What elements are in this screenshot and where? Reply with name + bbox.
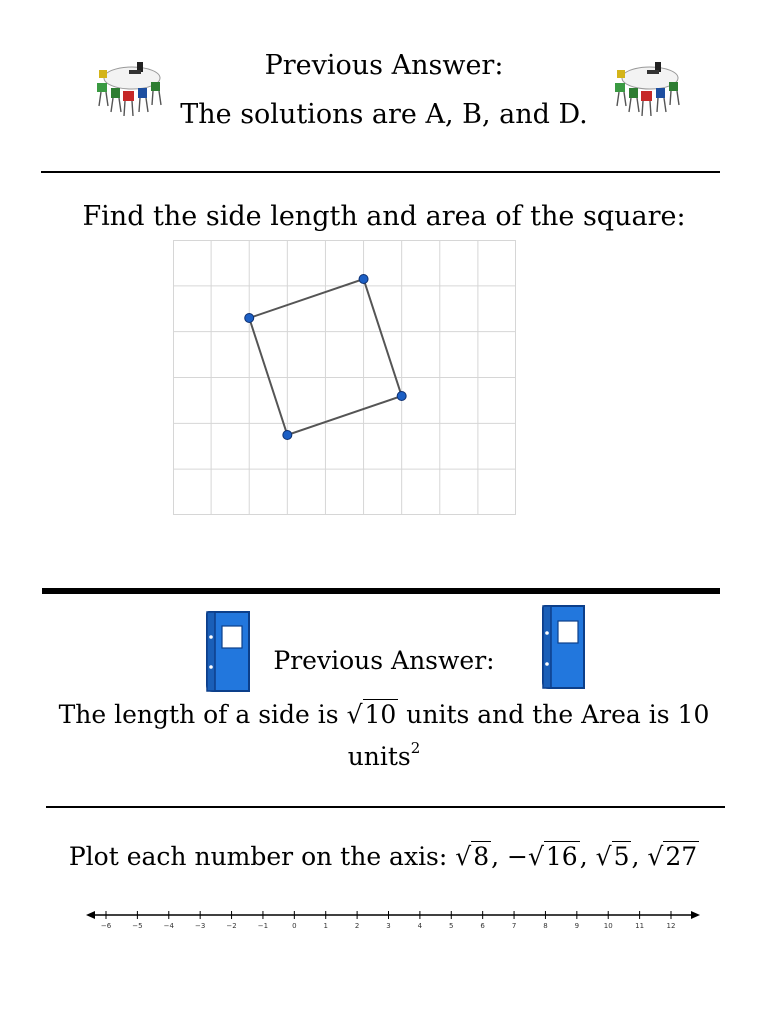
number-line-tick-label: 11 [635, 922, 645, 930]
square-prompt: Find the side length and area of the square: [82, 201, 686, 232]
plot-prompt-text: Plot each number on the axis: [68, 842, 456, 871]
classroom-table-icon-right [611, 50, 689, 130]
number-line-tick-label: 9 [574, 922, 580, 930]
minus-sign: − [507, 842, 528, 871]
divider-2 [46, 806, 725, 808]
number-line-left-arrow [86, 911, 95, 919]
square-vertex-point[interactable] [359, 275, 368, 284]
number-line-tick-label: −1 [257, 922, 269, 930]
side-length-answer [0, 700, 768, 730]
exponent: 2 [410, 739, 421, 757]
units-text: units [347, 742, 411, 771]
previous-answer-text: The solutions are A, B, and D. [180, 99, 588, 130]
number-line-tick-label: 12 [666, 922, 676, 930]
answer-mid-text: units and the Area is 10 [398, 700, 710, 729]
sqrt-8: √8 [455, 842, 490, 871]
number-line-right-arrow [691, 911, 700, 919]
number-line-tick-label: −3 [195, 922, 206, 930]
plot-prompt [0, 842, 768, 872]
radicand-27: 27 [665, 842, 698, 871]
sqrt-5: √5 [595, 842, 630, 871]
radicand-ten: 10 [364, 700, 397, 729]
number-line-tick-label: 10 [603, 922, 613, 930]
number-line-tick-label: −4 [163, 922, 174, 930]
number-line-tick-label: 4 [417, 922, 423, 930]
separator: , [579, 842, 596, 871]
number-line-tick-label: 3 [386, 922, 391, 930]
sqrt-16: √16 [527, 842, 578, 871]
number-line-tick-label: −2 [226, 922, 237, 930]
grid-lines [173, 240, 516, 515]
answer-start-text: The length of a side is [58, 700, 347, 729]
previous-answer-heading: Previous Answer: [264, 50, 504, 81]
radicand-8: 8 [473, 842, 490, 871]
divider-thick [42, 588, 720, 594]
separator: , [491, 842, 508, 871]
radicand-5: 5 [613, 842, 630, 871]
separator: , [631, 842, 648, 871]
divider-1 [41, 171, 720, 173]
number-line-tick-label: 6 [480, 922, 485, 930]
number-line-tick-label: 0 [292, 922, 297, 930]
number-line-tick-label: 2 [354, 922, 360, 930]
coordinate-grid [173, 240, 516, 515]
radicand-16: 16 [545, 842, 578, 871]
sqrt-27: √27 [647, 842, 698, 871]
number-line-tick-label: −6 [100, 922, 112, 930]
number-line[interactable] [86, 905, 700, 933]
square-vertex-point[interactable] [245, 314, 254, 323]
number-line-tick-label: 7 [511, 922, 517, 930]
number-line-tick-label: −5 [132, 922, 143, 930]
square-vertex-point[interactable] [283, 431, 292, 440]
previous-answer-heading-2: Previous Answer: [273, 646, 495, 675]
area-units-line [0, 739, 768, 772]
number-line-tick-label: 8 [543, 922, 548, 930]
square-vertex-point[interactable] [397, 392, 406, 401]
sqrt-ten: √10 [346, 700, 397, 729]
number-line-tick-label: 5 [449, 922, 454, 930]
number-line-tick-label: 1 [323, 922, 328, 930]
